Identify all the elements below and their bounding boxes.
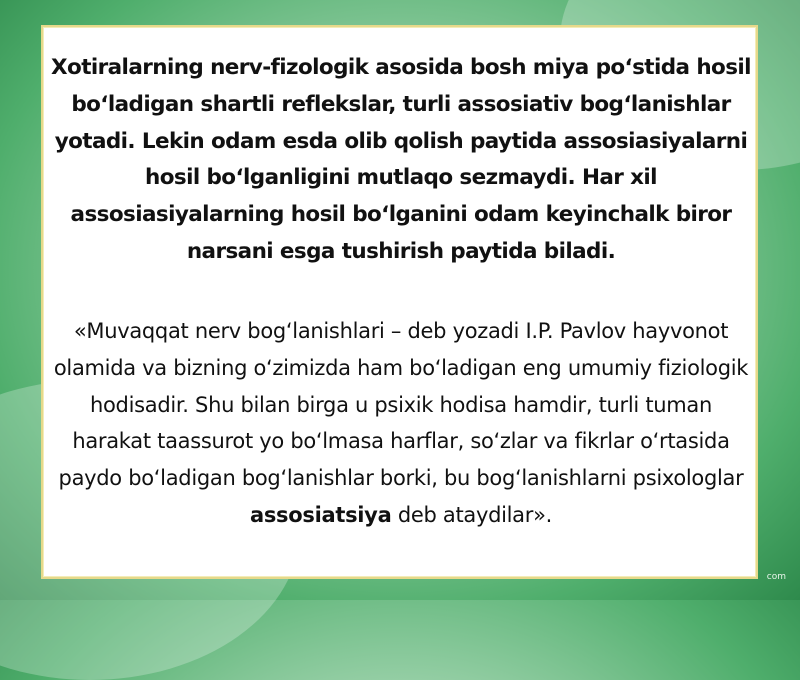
quote-key-term: assosiatsiya — [249, 502, 392, 527]
slide-content-card — [41, 25, 758, 579]
watermark-text: com — [766, 572, 786, 582]
quote-text-before: «Muvaqqat nerv bog‘lanishlari – deb yozadi I.P. Pavlov hayvonot olamida va bizning o‘zimizda ham bo‘ladigan eng umumiy fiziologik hodisadir. Shu bilan birga u psixik hodisa hamdir, turli tuman harakat taassurot yo bo‘lmasa harflar, so‘zlar va fikrlar o‘rtasida paydo bo‘ladigan bog‘lanishlar borki, bu bog‘lanishlarni psixologlar — [53, 319, 749, 491]
memory-physiology-paragraph: Xotiralarning nerv-fizologik asosida bosh miya po‘stida hosil bo‘ladigan shartli reflekslar, turli assosiativ bog‘lanishlar yotadi. Lekin odam esda olib qolish paytida assosiasiyalarni hosil bo‘lganligini mutlaqo sezmaydi. Har xil assosiasiyalarning hosil bo‘lganini odam keyinchalk biror narsani esga tushirish paytida biladi. — [51, 55, 751, 264]
pavlov-quote-paragraph — [51, 313, 751, 534]
quote-text-after: deb ataydilar». — [391, 502, 553, 527]
